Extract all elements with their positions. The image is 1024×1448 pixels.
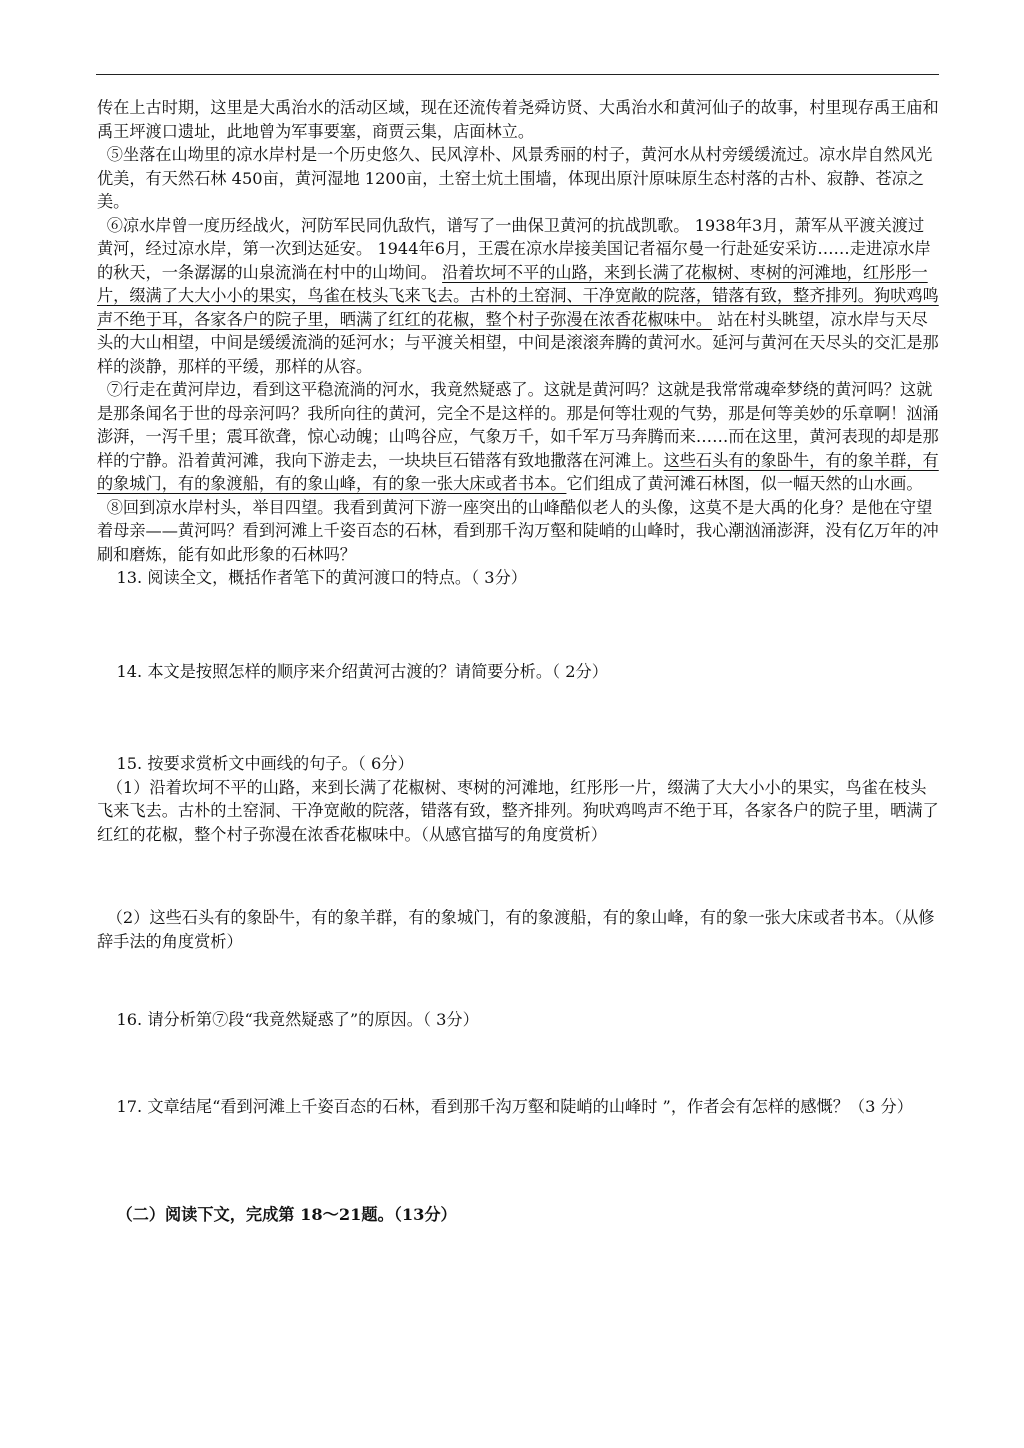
paragraph-7 bbox=[97, 378, 939, 496]
paragraph-5: ⑤坐落在山坳里的凉水岸村是一个历史悠久、民风淳朴、风景秀丽的村子，黄河水从村旁缓缓流过。凉水岸自然风光优美，有天然石林 450亩，黄河湿地 1200亩，土窑土炕土围墙，体现出原汁原味原生态村落的古朴、寂静、苍凉之美。 bbox=[97, 145, 933, 211]
paragraph-7-text-a: ⑦行走在黄河岸边，看到这平稳流淌的河水，我竟然疑惑了。这就是黄河吗？这就是我常常魂牵梦绕的黄河吗？这就是那条闻名于世的母亲河吗？我所向往的黄河，完全不是这样的。那是何等壮观的气势，那是何等美妙的乐章啊！汹涌澎湃，一泻千里；震耳欲聋，惊心动魄；山鸣谷应，气象万千，如千军万马奔腾而来……而在这里，黄河表现的却是那样的宁静。沿着黄河滩，我向下游走去，一块块巨石错落有致地撒落在河滩上。 bbox=[97, 380, 939, 470]
paragraph-6-underlined-sentence: 沿着坎坷不平的山路，来到长满了花椒树、枣树的河滩地，红彤彤一片，缀满了大大小小的果实，鸟雀在枝头飞来飞去。古朴的土窑洞、干净宽敞的院落，错落有致，整齐排列。狗吠鸡鸣声不绝于耳，各家各户的院子里，晒满了红红的花椒，整个村子弥漫在浓香花椒味中。 bbox=[97, 262, 939, 329]
question-15: 15. 按要求赏析文中画线的句子。（ 6分） bbox=[116, 754, 414, 773]
paragraph-7-underlined-sentence: 这些石头有的象卧牛，有的象羊群，有的象城门，有的象渡船，有的象山峰，有的象一张大床或者书本。 bbox=[97, 450, 939, 493]
paragraph-7-text-b: 它们组成了黄河滩石林图，似一幅天然的山水画。 bbox=[566, 474, 923, 493]
exam-page bbox=[97, 96, 939, 1227]
question-17: 17. 文章结尾“看到河滩上千姿百态的石林，看到那千沟万壑和陡峭的山峰时 ”，作者会有怎样的感慨？（3 分） bbox=[116, 1096, 913, 1116]
header-rule bbox=[96, 74, 939, 75]
question-14: 14. 本文是按照怎样的顺序来介绍黄河古渡的？请简要分析。（ 2分） bbox=[116, 661, 608, 681]
paragraph-4-continued: 传在上古时期，这里是大禹治水的活动区域，现在还流传着尧舜访贤、大禹治水和黄河仙子的故事，村里现存禹王庙和禹王坪渡口遗址，此地曾为军事要塞，商贾云集，店面林立。 bbox=[97, 98, 939, 141]
paragraph-6-text-a: ⑥凉水岸曾一度历经战火，河防军民同仇敌忾，谱写了一曲保卫黄河的抗战凯歌。 1938年3月，萧军从平渡关渡过黄河，经过凉水岸，第一次到达延安。 1944年6月，王震在凉水岸接美国记者福尔曼一行赴延安采访……走进凉水岸的秋天，一条潺潺的山泉流淌在村中的山坳间。 bbox=[97, 215, 931, 282]
paragraph-8: ⑧回到凉水岸村头，举目四望。我看到黄河下游一座突出的山峰酷似老人的头像，这莫不是大禹的化身？是他在守望着母亲——黄河吗？看到河滩上千姿百态的石林，看到那千沟万壑和陡峭的山峰时，我心潮汹涌澎湃，没有亿万年的冲刷和磨炼，能有如此形象的石林吗？ bbox=[97, 497, 939, 564]
question-13: 13. 阅读全文，概括作者笔下的黄河渡口的特点。（ 3分） bbox=[116, 568, 527, 587]
paragraph-6 bbox=[97, 214, 939, 379]
section-2-heading: （二）阅读下文，完成第 18～21题。（13分） bbox=[116, 1205, 457, 1224]
question-16: 16. 请分析第⑦段“我竟然疑惑了”的原因。（ 3分） bbox=[116, 1010, 479, 1029]
paragraph-6-text-b: 站在村头眺望，凉水岸与天尽头的大山相望，中间是缓缓流淌的延河水；与平渡关相望，中间是滚滚奔腾的黄河水。延河与黄河在天尽头的交汇是那样的淡静，那样的平缓，那样的从容。 bbox=[97, 309, 939, 376]
question-15-part-2: （2）这些石头有的象卧牛，有的象羊群，有的象城门，有的象渡船，有的象山峰，有的象一张大床或者书本。（从修辞手法的角度赏析） bbox=[97, 908, 935, 951]
question-15-part-1: （1）沿着坎坷不平的山路，来到长满了花椒树、枣树的河滩地，红彤彤一片，缀满了大大小小的果实，鸟雀在枝头飞来飞去。古朴的土窑洞、干净宽敞的院落，错落有致，整齐排列。狗吠鸡鸣声不绝于耳，各家各户的院子里，晒满了红红的花椒，整个村子弥漫在浓香花椒味中。（从感官描写的角度赏析） bbox=[97, 777, 939, 844]
